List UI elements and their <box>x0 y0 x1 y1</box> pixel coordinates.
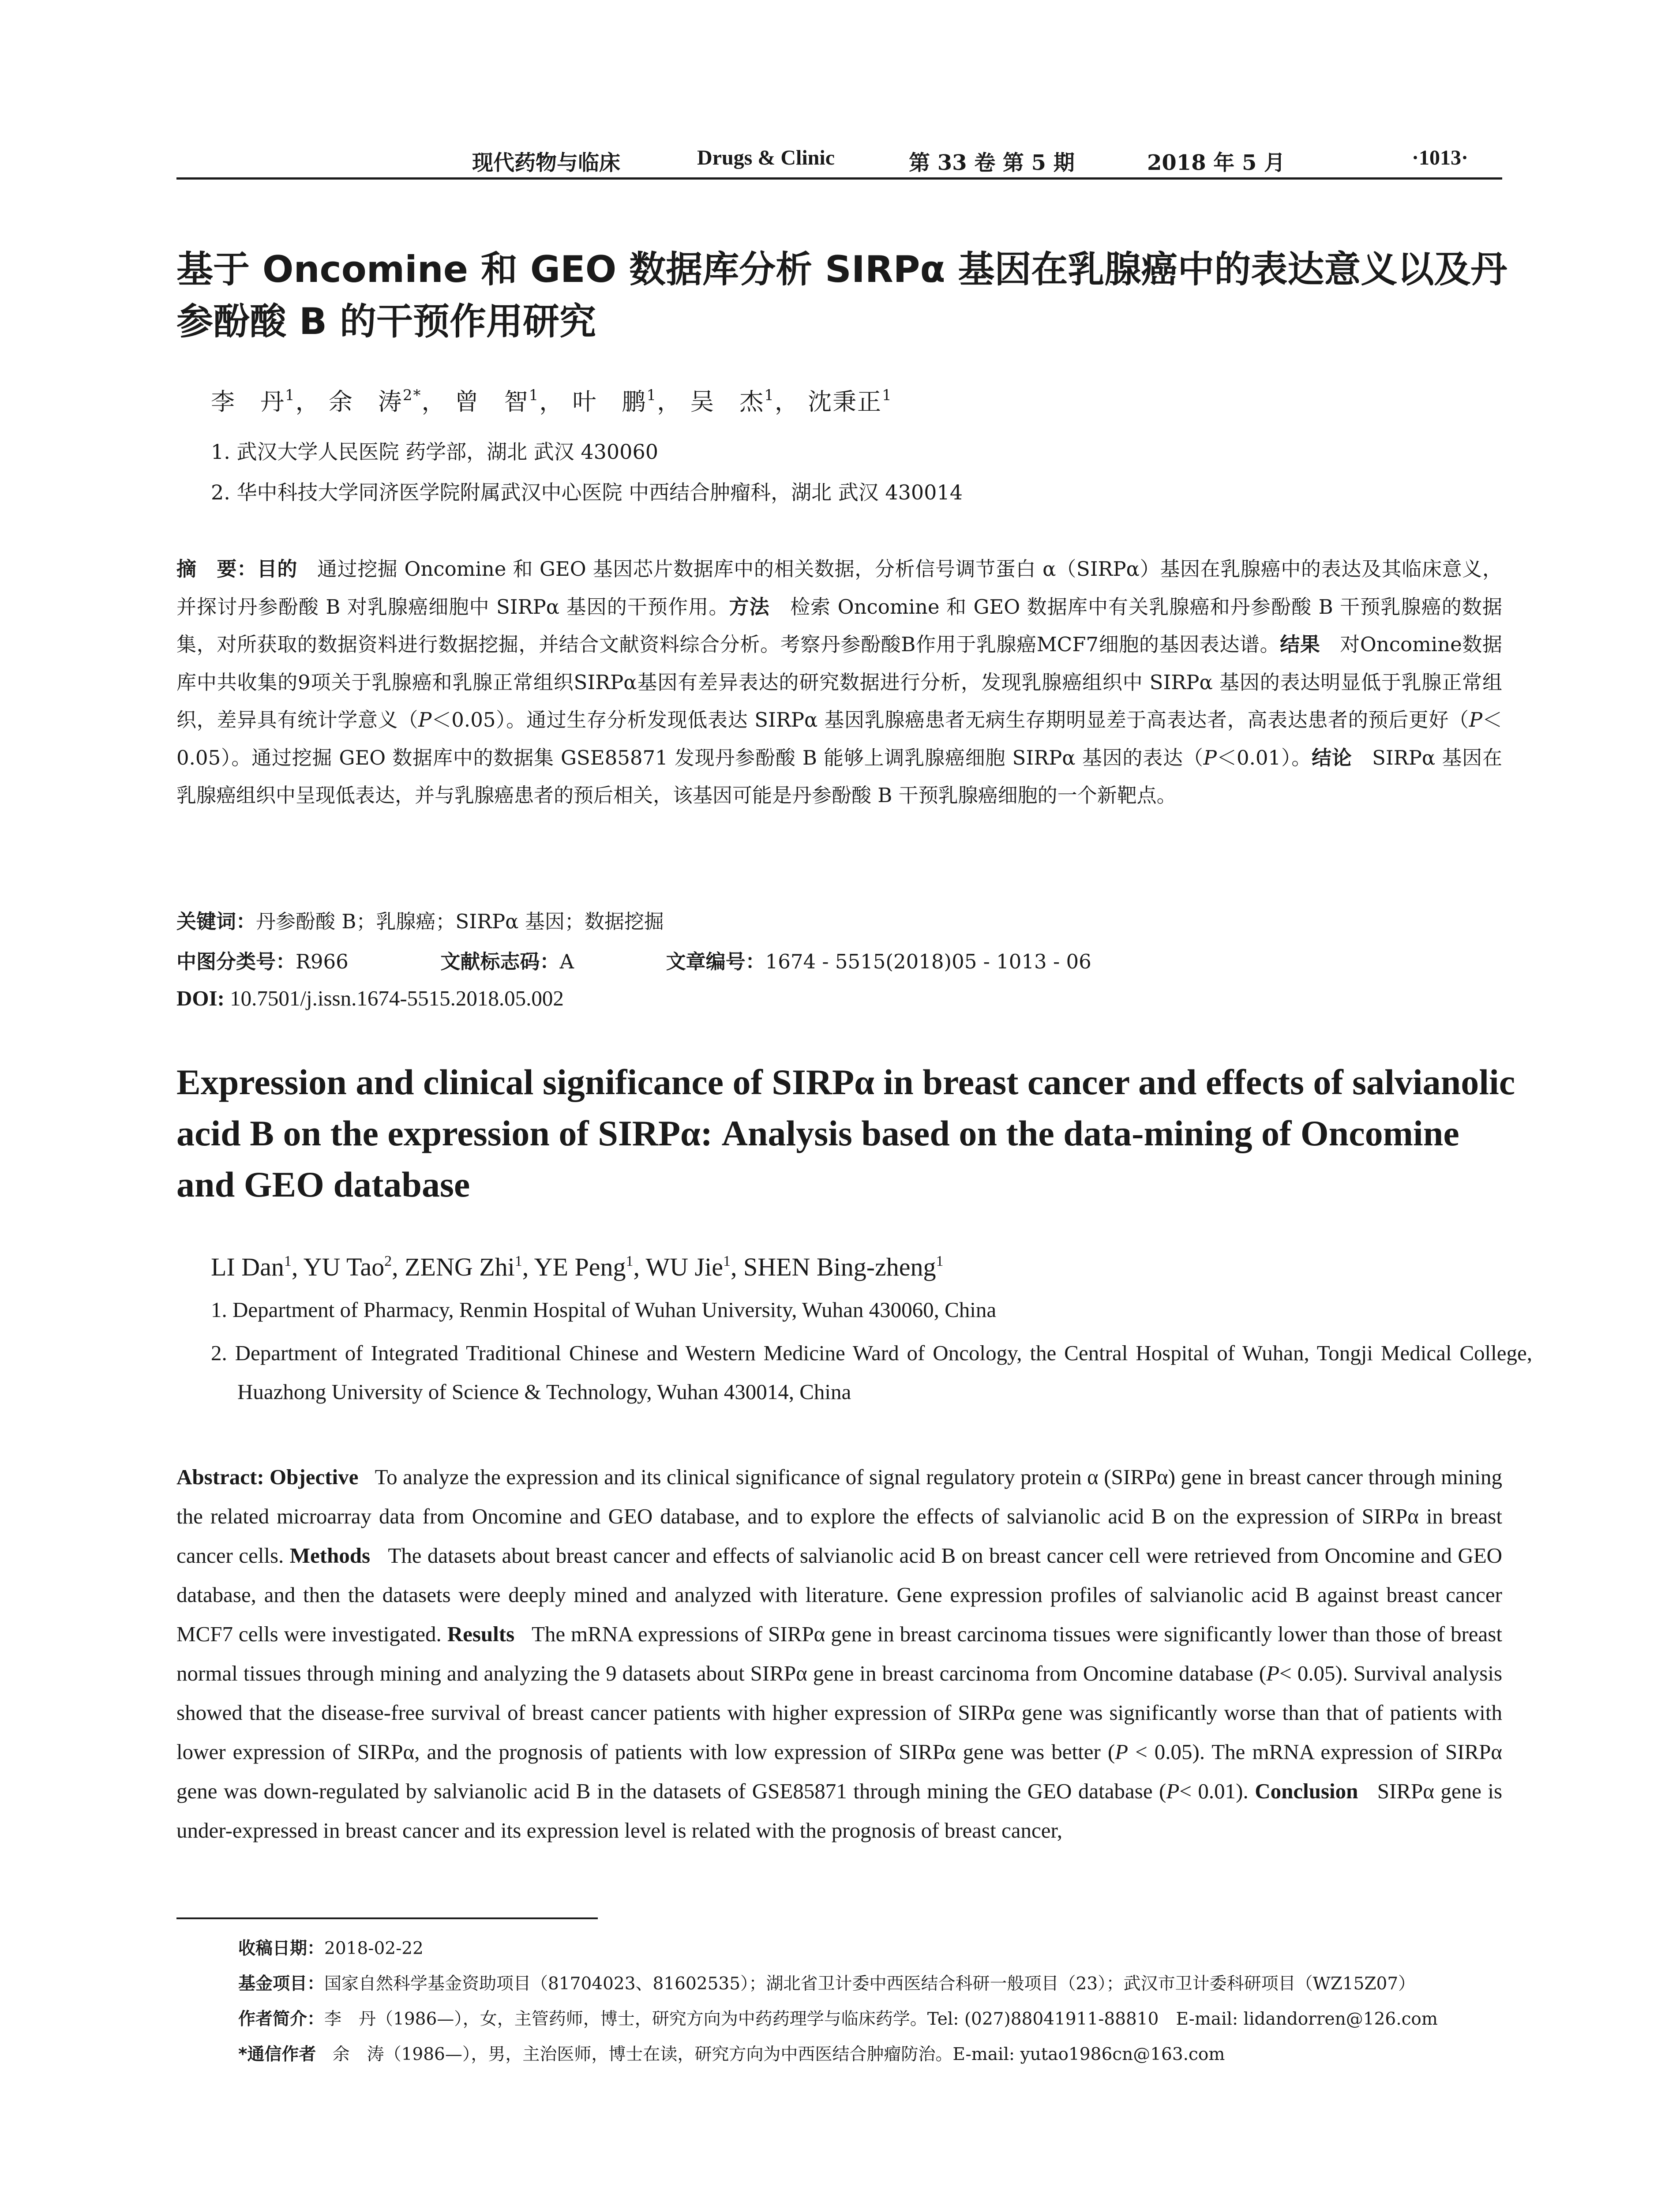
abstract-label: 摘 要： <box>176 557 257 581</box>
author-affil-mark: 2* <box>402 386 422 404</box>
results-text: ＜0.05）。通过挖掘 GEO 数据库中的数据集 GSE85871 发现丹参酚酸 B 能够上调乳腺癌细胞 SIRPα 基因的表达（ <box>176 708 1502 769</box>
author-affil-mark: 2 <box>384 1253 392 1269</box>
methods-label: 方法 <box>729 595 770 619</box>
header-rule <box>176 177 1502 180</box>
clc-value: R966 <box>296 950 349 973</box>
methods-text: 检索 Oncomine 和 GEO 数据库中有关乳腺癌和丹参酚酸 B 干预乳腺癌的数据集，对所获取的数据资料进行数据挖掘，并结合文献资料综合分析。考察丹参酚酸B作用于乳腺癌MCF7细胞的基因表达谱。 <box>176 595 1502 656</box>
keywords-label: 关键词： <box>176 910 256 933</box>
conclusion-label: 结论 <box>1312 746 1352 769</box>
english-authors: LI Dan$^1$, YU Tao$^2$, ZENG Zhi$^1$, YE Peng$^1$, WU Jie$^1$, SHEN Bing-zheng$^1$ <box>211 1253 944 1281</box>
fund-note <box>238 1970 1415 1995</box>
doi-label: DOI: <box>176 986 225 1010</box>
english-abstract <box>176 1457 1502 1850</box>
methods-label: Methods <box>289 1543 371 1568</box>
chinese-affiliation-1: 1. 武汉大学人民医院 药学部，湖北 武汉 430060 <box>211 440 658 464</box>
article-number-label: 文章编号： <box>666 950 765 973</box>
chinese-affiliation-2: 2. 华中科技大学同济医学院附属武汉中心医院 中西结合肿瘤科，湖北 武汉 430014 <box>211 480 963 504</box>
conclusion-label: Conclusion <box>1255 1779 1358 1803</box>
document-code-label: 文献标志码： <box>440 950 560 973</box>
author-affil-mark: 1 <box>284 1253 292 1269</box>
journal-name-en: Drugs & Clinic <box>697 146 835 169</box>
received-value: 2018-02-22 <box>324 1939 424 1958</box>
p-value-symbol: P <box>418 708 432 732</box>
results-text: 对Oncomine数据库中共收集的9项关于乳腺癌和乳腺正常组织SIRPα基因有差异表达的研究数据进行分析，发现乳腺癌组织中 SIRPα 基因的表达明显低于乳腺正常组织，差异具有统计学意义（ <box>176 633 1502 732</box>
author-affil-mark: 1 <box>764 386 775 404</box>
author-affil-mark: 1 <box>646 386 657 404</box>
corresponding-value: 余 涛（1986—），男，主治医师，博士在读，研究方向为中西医结合肿瘤防治。E-mail: yutao1986cn@163.com <box>332 2045 1225 2064</box>
author-affil-mark: 1 <box>882 386 892 404</box>
results-text: ＜0.05）。通过生存分析发现低表达 SIRPα 基因乳腺癌患者无病生存期明显差于高表达者，高表达患者的预后更好（ <box>431 708 1469 732</box>
author-name: LI Dan <box>211 1253 284 1281</box>
clc-label: 中图分类号： <box>176 950 296 973</box>
article-number-value: 1674 - 5515(2018)05 - 1013 - 06 <box>765 950 1091 973</box>
english-title: Expression and clinical significance of SIRPα in breast cancer and effects of salvianolic acid B on the expression of SIRPα: Analysis based on the data-mining of Oncomine and GEO database <box>176 1062 1515 1204</box>
author-name: YE Peng <box>534 1253 626 1281</box>
chinese-title: 基于 Oncomine 和 GEO 数据库分析 SIRPα 基因在乳腺癌中的表达意义以及丹参酚酸 B 的干预作用研究 <box>176 248 1508 343</box>
p-value-symbol: P <box>1469 708 1482 732</box>
author-name: 曾 智 <box>454 388 529 416</box>
author-name: YU Tao <box>303 1253 385 1281</box>
volume-issue: 第 33 卷 第 5 期 <box>909 150 1075 175</box>
author-affil-mark: 1 <box>723 1253 731 1269</box>
author-name: ZENG Zhi <box>405 1253 515 1281</box>
english-affiliation-1: 1. Department of Pharmacy, Renmin Hospital of Wuhan University, Wuhan 430060, China <box>211 1298 997 1322</box>
keywords-line <box>176 905 664 934</box>
author-name: WU Jie <box>645 1253 723 1281</box>
objective-label: 目的 <box>257 557 297 581</box>
p-value-symbol: P <box>1266 1661 1280 1685</box>
journal-name-cn: 现代药物与临床 <box>472 150 621 175</box>
author-name: 沈秉正 <box>808 388 882 416</box>
conclusion-text: SIRPα gene is under-expressed in breast cancer and its expression level is related with the prognosis of breast cancer, <box>176 1779 1503 1842</box>
author-bio-note <box>238 2005 1438 2030</box>
author-name: 叶 鹏 <box>572 388 647 416</box>
results-text: The mRNA expressions of SIRPα gene in breast carcinoma tissues were significantly lower than those of breast normal tissues through mining and analyzing the 9 datasets about SIRPα gene in breast carcinoma from Oncomine database ( <box>176 1622 1502 1685</box>
objective-label: Objective <box>270 1465 359 1489</box>
author-bio-value: 李 丹（1986—），女，主管药师，博士，研究方向为中药药理学与临床药学。Tel: (027)88041911-88810 E-mail: lidandorren@126.com <box>324 2009 1438 2029</box>
author-affil-mark: 1 <box>285 386 296 404</box>
results-text: < 0.01). <box>1179 1779 1249 1803</box>
methods-text: The datasets about breast cancer and effects of salvianolic acid B on breast cancer cell were retrieved from Oncomine and GEO database, and then the datasets were deeply mined and analyzed with literature. Gene expression profiles of salvianolic acid B against breast cancer MCF7 cells were investigated. <box>176 1543 1503 1646</box>
issue-date: 2018 年 5 月 <box>1147 150 1286 175</box>
footnote-rule <box>176 1917 598 1919</box>
fund-value: 国家自然科学基金资助项目（81704023、81602535）；湖北省卫计委中西医结合科研一般项目（23）；武汉市卫计委科研项目（WZ15Z07） <box>324 1974 1416 1994</box>
page-number: ·1013· <box>1412 146 1469 169</box>
chinese-authors: 李 丹$^1$， 余 涛$^{2*}$， 曾 智$^1$， 叶 鹏$^1$， 吴 杰$^1$， 沈秉正$^1$ <box>211 386 892 416</box>
objective-text: 通过挖掘 Oncomine 和 GEO 基因芯片数据库中的相关数据，分析信号调节蛋白 α（SIRPα）基因在乳腺癌中的表达及其临床意义，并探讨丹参酚酸 B 对乳腺癌细胞中 SIRPα 基因的干预作用。 <box>176 557 1502 619</box>
doi-line <box>176 986 564 1011</box>
conclusion-text: SIRPα 基因在乳腺癌组织中呈现低表达，并与乳腺癌患者的预后相关，该基因可能是丹参酚酸 B 干预乳腺癌细胞的一个新靶点。 <box>176 746 1502 807</box>
corresponding-author-note <box>238 2041 1225 2065</box>
received-date-note <box>238 1935 424 1959</box>
results-text: < 0.05). Survival analysis showed that the disease-free survival of breast cancer patients with higher expression of SIRPα gene was significantly worse than that of patients with lower expression of SIRPα, and the prognosis of patients with low expression of SIRPα gene was better ( <box>176 1661 1503 1764</box>
document-code-value: A <box>559 950 574 973</box>
english-affiliation-2: 2. Department of Integrated Traditional Chinese and Western Medicine Ward of Oncology, the Central Hospital of Wuhan, Tongji Medical College, Huazhong University of Science & Technology, Wuhan 430014, China <box>211 1341 1532 1404</box>
results-label: Results <box>447 1622 515 1646</box>
fund-label: 基金项目： <box>238 1974 325 1994</box>
author-name: SHEN Bing-zheng <box>743 1253 936 1281</box>
author-affil-mark: 1 <box>514 1253 522 1269</box>
author-name: 李 丹 <box>211 388 285 416</box>
p-value-symbol: P <box>1166 1779 1180 1803</box>
p-value-symbol: P <box>1115 1740 1129 1764</box>
author-name: 吴 杰 <box>690 388 765 416</box>
p-value-symbol: P <box>1203 746 1217 769</box>
received-label: 收稿日期： <box>238 1939 325 1958</box>
abstract-label: Abstract: <box>176 1465 264 1489</box>
author-affil-mark: 1 <box>936 1253 944 1269</box>
classification-line <box>176 945 1091 974</box>
results-text: ＜0.01）。 <box>1216 746 1312 769</box>
corresponding-label: *通信作者 <box>238 2045 316 2064</box>
author-name: 余 涛 <box>328 388 403 416</box>
author-bio-label: 作者简介： <box>238 2009 325 2029</box>
keywords-text: 丹参酚酸 B；乳腺癌；SIRPα 基因；数据挖掘 <box>256 910 664 933</box>
running-header <box>176 140 1502 176</box>
chinese-abstract <box>176 550 1502 814</box>
doi-value: 10.7501/j.issn.1674-5515.2018.05.002 <box>230 986 564 1010</box>
objective-text: To analyze the expression and its clinical significance of signal regulatory protein α (SIRPα) gene in breast cancer through mining the related microarray data from Oncomine and GEO database, and to explore the effects of salvianolic acid B on the expression of SIRPα in breast cancer cells. <box>176 1465 1503 1568</box>
author-affil-mark: 1 <box>626 1253 634 1269</box>
results-text: < 0.05). The mRNA expression of SIRPα gene was down-regulated by salvianolic acid B in the datasets of GSE85871 through mining the GEO database ( <box>176 1740 1503 1803</box>
author-affil-mark: 1 <box>529 386 540 404</box>
results-label: 结果 <box>1280 633 1320 656</box>
